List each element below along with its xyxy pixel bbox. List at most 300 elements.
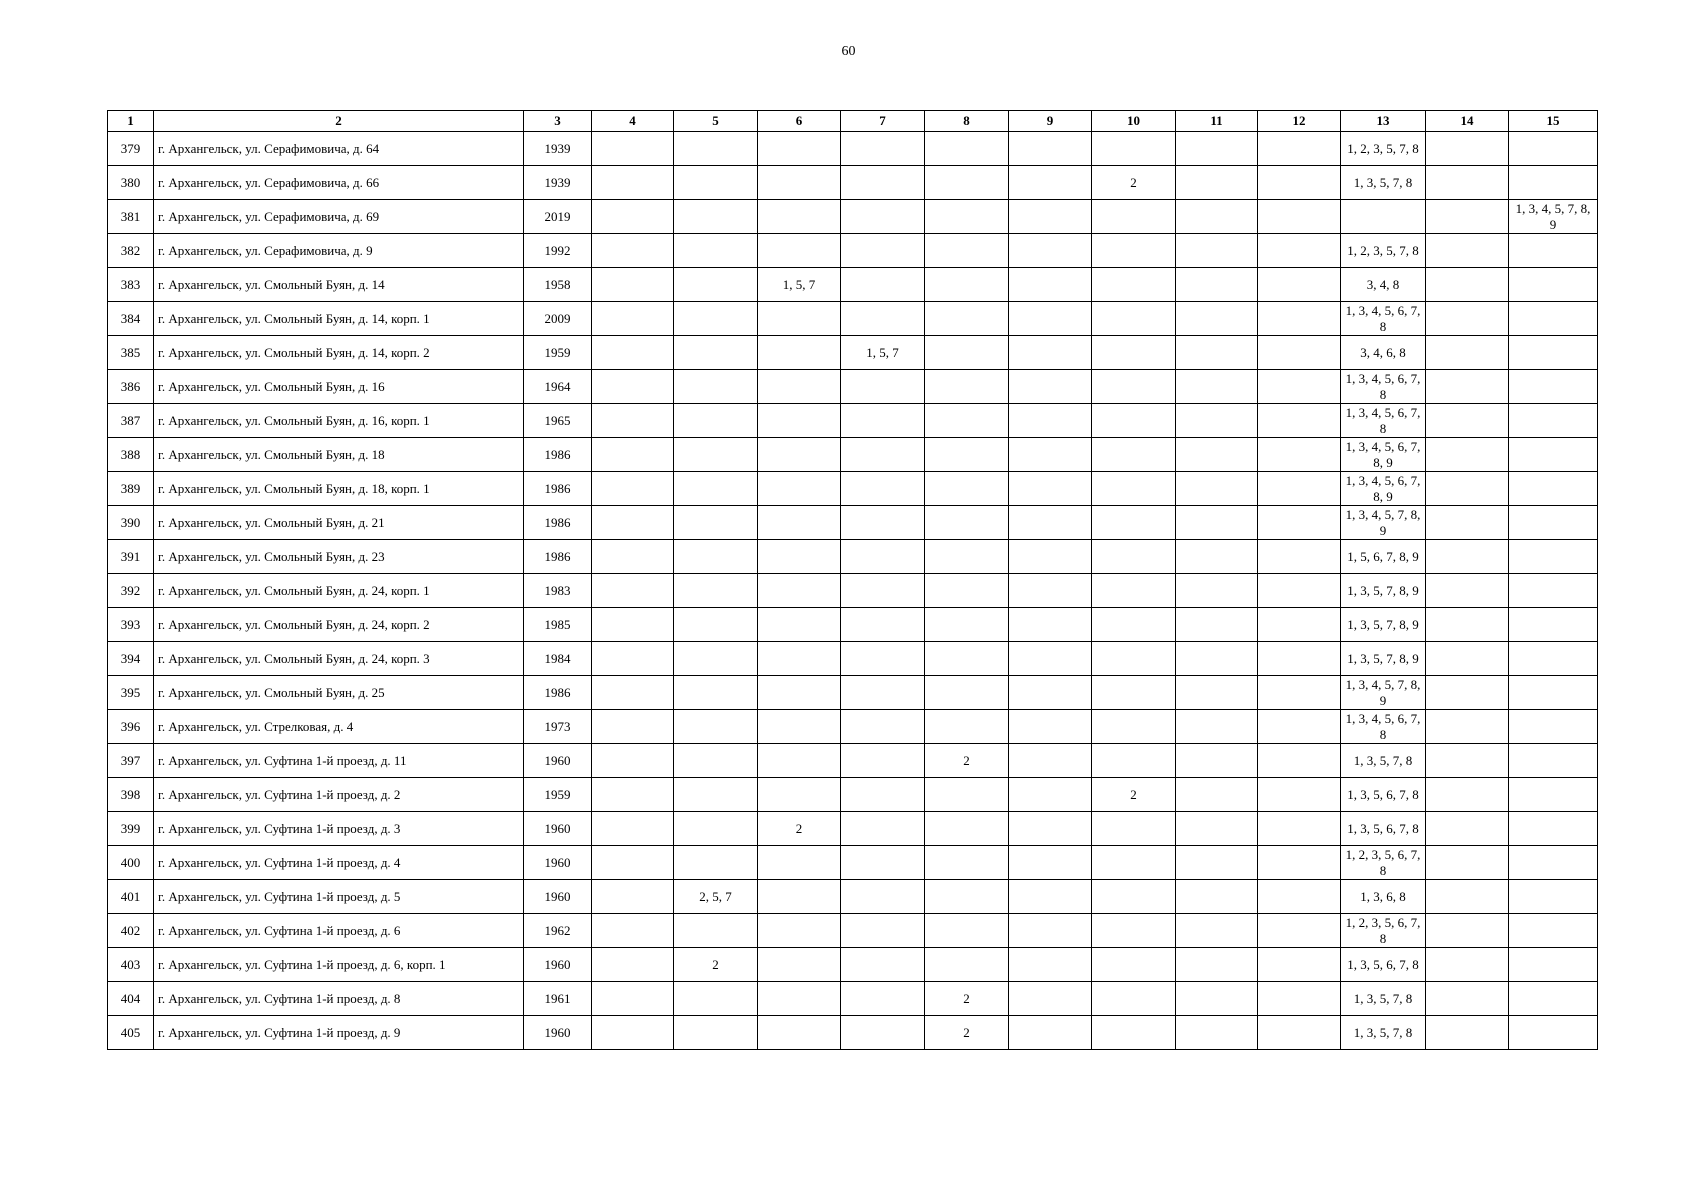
table-cell-col-10 [1092, 914, 1176, 948]
column-header-2: 2 [154, 111, 524, 132]
table-cell-col-3: 1959 [524, 336, 592, 370]
table-row [108, 166, 1598, 200]
table-cell-col-1: 399 [108, 812, 154, 846]
table-cell-col-6: 2 [758, 812, 841, 846]
column-header-12: 12 [1258, 111, 1341, 132]
table-cell-col-12 [1258, 336, 1341, 370]
table-cell-col-10: 2 [1092, 778, 1176, 812]
table-cell-col-1: 403 [108, 948, 154, 982]
table-cell-col-15 [1509, 472, 1598, 506]
table-cell-col-4 [592, 268, 674, 302]
column-header-14: 14 [1426, 111, 1509, 132]
table-cell-col-15 [1509, 268, 1598, 302]
table-cell-col-9 [1009, 574, 1092, 608]
column-header-1: 1 [108, 111, 154, 132]
table-cell-col-2: г. Архангельск, ул. Суфтина 1-й проезд, д. 8 [154, 982, 524, 1016]
table-row [108, 744, 1598, 778]
table-cell-col-2: г. Архангельск, ул. Смольный Буян, д. 25 [154, 676, 524, 710]
table-cell-col-15 [1509, 880, 1598, 914]
table-cell-col-6 [758, 302, 841, 336]
table-cell-col-1: 394 [108, 642, 154, 676]
table-cell-col-10 [1092, 302, 1176, 336]
table-cell-col-3: 1960 [524, 1016, 592, 1050]
table-cell-col-8 [925, 472, 1009, 506]
table-cell-col-11 [1176, 438, 1258, 472]
table-cell-col-2: г. Архангельск, ул. Смольный Буян, д. 14 [154, 268, 524, 302]
table-cell-col-15 [1509, 438, 1598, 472]
table-cell-col-15 [1509, 608, 1598, 642]
table-cell-col-14 [1426, 370, 1509, 404]
table-cell-col-10 [1092, 608, 1176, 642]
table-cell-col-8 [925, 166, 1009, 200]
table-cell-col-2: г. Архангельск, ул. Смольный Буян, д. 23 [154, 540, 524, 574]
table-cell-col-11 [1176, 166, 1258, 200]
table-row [108, 472, 1598, 506]
column-header-9: 9 [1009, 111, 1092, 132]
table-cell-col-13: 1, 2, 3, 5, 7, 8 [1341, 132, 1426, 166]
table-cell-col-15 [1509, 914, 1598, 948]
table-cell-col-6 [758, 676, 841, 710]
table-cell-col-14 [1426, 506, 1509, 540]
table-cell-col-3: 1962 [524, 914, 592, 948]
table-cell-col-9 [1009, 132, 1092, 166]
table-cell-col-8 [925, 846, 1009, 880]
column-header-5: 5 [674, 111, 758, 132]
table-cell-col-11 [1176, 744, 1258, 778]
table-cell-col-15 [1509, 336, 1598, 370]
table-cell-col-2: г. Архангельск, ул. Смольный Буян, д. 21 [154, 506, 524, 540]
table-cell-col-14 [1426, 234, 1509, 268]
table-cell-col-9 [1009, 200, 1092, 234]
table-cell-col-10 [1092, 132, 1176, 166]
table-row [108, 846, 1598, 880]
table-cell-col-10 [1092, 812, 1176, 846]
table-cell-col-6 [758, 608, 841, 642]
table-cell-col-1: 387 [108, 404, 154, 438]
table-cell-col-13: 1, 2, 3, 5, 7, 8 [1341, 234, 1426, 268]
table-cell-col-4 [592, 336, 674, 370]
table-cell-col-6 [758, 642, 841, 676]
table-cell-col-6 [758, 166, 841, 200]
table-cell-col-4 [592, 540, 674, 574]
table-cell-col-14 [1426, 846, 1509, 880]
table-cell-col-6 [758, 1016, 841, 1050]
table-cell-col-8 [925, 438, 1009, 472]
table-cell-col-12 [1258, 200, 1341, 234]
table-cell-col-8 [925, 404, 1009, 438]
table-cell-col-5 [674, 608, 758, 642]
table-cell-col-3: 1939 [524, 132, 592, 166]
table-cell-col-4 [592, 506, 674, 540]
table-cell-col-4 [592, 370, 674, 404]
table-cell-col-6 [758, 200, 841, 234]
table-cell-col-5 [674, 166, 758, 200]
table-cell-col-13: 1, 3, 4, 5, 6, 7, 8 [1341, 404, 1426, 438]
table-cell-col-9 [1009, 506, 1092, 540]
table-cell-col-14 [1426, 608, 1509, 642]
table-cell-col-1: 393 [108, 608, 154, 642]
page-number: 60 [841, 44, 856, 59]
column-header-11: 11 [1176, 111, 1258, 132]
table-cell-col-1: 392 [108, 574, 154, 608]
table-cell-col-6 [758, 710, 841, 744]
table-cell-col-10 [1092, 200, 1176, 234]
table-cell-col-10 [1092, 948, 1176, 982]
table-cell-col-14 [1426, 710, 1509, 744]
table-cell-col-8 [925, 608, 1009, 642]
table-cell-col-11 [1176, 812, 1258, 846]
table-cell-col-9 [1009, 234, 1092, 268]
table-cell-col-3: 2019 [524, 200, 592, 234]
table-cell-col-9 [1009, 302, 1092, 336]
table-cell-col-2: г. Архангельск, ул. Смольный Буян, д. 24, корп. 2 [154, 608, 524, 642]
table-cell-col-1: 395 [108, 676, 154, 710]
table-cell-col-6 [758, 370, 841, 404]
table-cell-col-13: 1, 3, 4, 5, 6, 7, 8 [1341, 302, 1426, 336]
table-cell-col-1: 398 [108, 778, 154, 812]
table-cell-col-6 [758, 948, 841, 982]
table-cell-col-12 [1258, 506, 1341, 540]
table-cell-col-10 [1092, 506, 1176, 540]
table-cell-col-14 [1426, 1016, 1509, 1050]
table-cell-col-12 [1258, 812, 1341, 846]
table-cell-col-6 [758, 846, 841, 880]
table-cell-col-1: 385 [108, 336, 154, 370]
table-cell-col-11 [1176, 642, 1258, 676]
table-cell-col-9 [1009, 812, 1092, 846]
table-cell-col-7 [841, 132, 925, 166]
table-cell-col-7 [841, 710, 925, 744]
header-row [108, 111, 1598, 132]
table-cell-col-6 [758, 404, 841, 438]
table-cell-col-7 [841, 540, 925, 574]
table-cell-col-11 [1176, 268, 1258, 302]
table-cell-col-1: 386 [108, 370, 154, 404]
table-cell-col-5: 2, 5, 7 [674, 880, 758, 914]
table-cell-col-12 [1258, 540, 1341, 574]
table-cell-col-11 [1176, 404, 1258, 438]
table-cell-col-6 [758, 574, 841, 608]
table-cell-col-2: г. Архангельск, ул. Смольный Буян, д. 24, корп. 1 [154, 574, 524, 608]
table-cell-col-13: 1, 3, 4, 5, 6, 7, 8, 9 [1341, 438, 1426, 472]
table-row [108, 540, 1598, 574]
table-cell-col-5: 2 [674, 948, 758, 982]
table-cell-col-8 [925, 710, 1009, 744]
table-cell-col-7 [841, 234, 925, 268]
table-cell-col-4 [592, 200, 674, 234]
table-cell-col-12 [1258, 948, 1341, 982]
table-cell-col-10 [1092, 404, 1176, 438]
table-cell-col-1: 400 [108, 846, 154, 880]
table-cell-col-12 [1258, 302, 1341, 336]
table-cell-col-4 [592, 404, 674, 438]
table-cell-col-15 [1509, 948, 1598, 982]
table-cell-col-9 [1009, 438, 1092, 472]
table-cell-col-14 [1426, 336, 1509, 370]
table-cell-col-5 [674, 268, 758, 302]
table-cell-col-5 [674, 710, 758, 744]
table-cell-col-11 [1176, 302, 1258, 336]
table-cell-col-3: 1992 [524, 234, 592, 268]
table-cell-col-10 [1092, 540, 1176, 574]
table-cell-col-14 [1426, 982, 1509, 1016]
table-cell-col-9 [1009, 880, 1092, 914]
table-cell-col-11 [1176, 336, 1258, 370]
table-cell-col-3: 1965 [524, 404, 592, 438]
table-cell-col-12 [1258, 370, 1341, 404]
table-cell-col-1: 379 [108, 132, 154, 166]
table-cell-col-5 [674, 200, 758, 234]
housing-register-table [107, 110, 1598, 1050]
table-cell-col-8 [925, 506, 1009, 540]
table-cell-col-14 [1426, 404, 1509, 438]
table-cell-col-14 [1426, 302, 1509, 336]
table-cell-col-3: 1959 [524, 778, 592, 812]
table-cell-col-8 [925, 302, 1009, 336]
table-cell-col-12 [1258, 1016, 1341, 1050]
table-cell-col-10: 2 [1092, 166, 1176, 200]
table-cell-col-8 [925, 268, 1009, 302]
table-cell-col-10 [1092, 234, 1176, 268]
table-cell-col-8: 2 [925, 1016, 1009, 1050]
table-cell-col-4 [592, 846, 674, 880]
table-cell-col-1: 402 [108, 914, 154, 948]
table-cell-col-5 [674, 812, 758, 846]
table-cell-col-9 [1009, 948, 1092, 982]
table-cell-col-15 [1509, 234, 1598, 268]
table-cell-col-10 [1092, 472, 1176, 506]
table-cell-col-2: г. Архангельск, ул. Смольный Буян, д. 24, корп. 3 [154, 642, 524, 676]
table-cell-col-5 [674, 234, 758, 268]
table-cell-col-9 [1009, 642, 1092, 676]
table-cell-col-6 [758, 744, 841, 778]
table-cell-col-8 [925, 778, 1009, 812]
table-cell-col-1: 390 [108, 506, 154, 540]
table-cell-col-12 [1258, 404, 1341, 438]
table-cell-col-12 [1258, 778, 1341, 812]
table-cell-col-6 [758, 982, 841, 1016]
table-cell-col-12 [1258, 914, 1341, 948]
table-cell-col-5 [674, 1016, 758, 1050]
table-cell-col-4 [592, 710, 674, 744]
table-cell-col-15 [1509, 642, 1598, 676]
table-cell-col-14 [1426, 438, 1509, 472]
table-row [108, 948, 1598, 982]
table-cell-col-12 [1258, 438, 1341, 472]
table-cell-col-13: 1, 3, 5, 7, 8 [1341, 744, 1426, 778]
table-cell-col-4 [592, 302, 674, 336]
table-cell-col-15 [1509, 1016, 1598, 1050]
table-row [108, 812, 1598, 846]
table-cell-col-12 [1258, 880, 1341, 914]
table-cell-col-13: 1, 2, 3, 5, 6, 7, 8 [1341, 914, 1426, 948]
table-cell-col-8 [925, 642, 1009, 676]
table-cell-col-14 [1426, 540, 1509, 574]
table-cell-col-2: г. Архангельск, ул. Серафимовича, д. 66 [154, 166, 524, 200]
table-cell-col-11 [1176, 506, 1258, 540]
table-cell-col-9 [1009, 404, 1092, 438]
table-cell-col-12 [1258, 268, 1341, 302]
table-cell-col-9 [1009, 1016, 1092, 1050]
table-cell-col-12 [1258, 574, 1341, 608]
table-cell-col-10 [1092, 268, 1176, 302]
table-cell-col-10 [1092, 710, 1176, 744]
table-cell-col-10 [1092, 676, 1176, 710]
table-cell-col-5 [674, 438, 758, 472]
table-cell-col-1: 389 [108, 472, 154, 506]
table-cell-col-9 [1009, 608, 1092, 642]
table-cell-col-13: 1, 3, 4, 5, 6, 7, 8 [1341, 370, 1426, 404]
table-cell-col-5 [674, 302, 758, 336]
table-cell-col-1: 397 [108, 744, 154, 778]
table-cell-col-3: 1960 [524, 948, 592, 982]
table-cell-col-13: 1, 3, 5, 7, 8, 9 [1341, 642, 1426, 676]
table-cell-col-13: 1, 3, 4, 5, 7, 8, 9 [1341, 506, 1426, 540]
table-cell-col-3: 1986 [524, 472, 592, 506]
table-cell-col-5 [674, 744, 758, 778]
table-cell-col-11 [1176, 540, 1258, 574]
table-cell-col-5 [674, 336, 758, 370]
table-cell-col-3: 1973 [524, 710, 592, 744]
table-cell-col-4 [592, 642, 674, 676]
table-cell-col-9 [1009, 744, 1092, 778]
table-cell-col-8 [925, 336, 1009, 370]
table-cell-col-13: 1, 3, 5, 7, 8 [1341, 166, 1426, 200]
table-body [108, 132, 1598, 1050]
table-cell-col-9 [1009, 914, 1092, 948]
table-row [108, 608, 1598, 642]
table-cell-col-7 [841, 914, 925, 948]
table-cell-col-14 [1426, 200, 1509, 234]
table-cell-col-13: 1, 2, 3, 5, 6, 7, 8 [1341, 846, 1426, 880]
table-cell-col-8 [925, 370, 1009, 404]
table-cell-col-1: 380 [108, 166, 154, 200]
table-cell-col-12 [1258, 642, 1341, 676]
table-cell-col-4 [592, 676, 674, 710]
table-cell-col-15 [1509, 404, 1598, 438]
table-cell-col-4 [592, 914, 674, 948]
table-cell-col-10 [1092, 846, 1176, 880]
table-cell-col-1: 404 [108, 982, 154, 1016]
table-row [108, 914, 1598, 948]
table-cell-col-6 [758, 914, 841, 948]
table-cell-col-4 [592, 234, 674, 268]
table-cell-col-8 [925, 234, 1009, 268]
table-cell-col-3: 1986 [524, 676, 592, 710]
table-cell-col-13: 1, 3, 5, 6, 7, 8 [1341, 812, 1426, 846]
table-cell-col-7 [841, 880, 925, 914]
table-cell-col-7 [841, 1016, 925, 1050]
table-cell-col-7 [841, 438, 925, 472]
table-cell-col-13: 3, 4, 6, 8 [1341, 336, 1426, 370]
table-cell-col-7 [841, 642, 925, 676]
table-cell-col-4 [592, 608, 674, 642]
table-cell-col-3: 1964 [524, 370, 592, 404]
table-cell-col-8 [925, 676, 1009, 710]
table-cell-col-5 [674, 540, 758, 574]
table-cell-col-3: 1958 [524, 268, 592, 302]
table-cell-col-12 [1258, 982, 1341, 1016]
table-cell-col-12 [1258, 744, 1341, 778]
table-cell-col-15 [1509, 574, 1598, 608]
table-cell-col-10 [1092, 370, 1176, 404]
table-cell-col-2: г. Архангельск, ул. Суфтина 1-й проезд, д. 2 [154, 778, 524, 812]
table-cell-col-4 [592, 166, 674, 200]
table-cell-col-11 [1176, 778, 1258, 812]
table-cell-col-3: 1985 [524, 608, 592, 642]
table-cell-col-15 [1509, 676, 1598, 710]
table-cell-col-14 [1426, 472, 1509, 506]
table-cell-col-5 [674, 778, 758, 812]
table-cell-col-5 [674, 676, 758, 710]
table-cell-col-11 [1176, 982, 1258, 1016]
table-cell-col-9 [1009, 710, 1092, 744]
table-cell-col-14 [1426, 948, 1509, 982]
table-cell-col-2: г. Архангельск, ул. Суфтина 1-й проезд, д. 4 [154, 846, 524, 880]
table-cell-col-2: г. Архангельск, ул. Суфтина 1-й проезд, д. 9 [154, 1016, 524, 1050]
table-cell-col-10 [1092, 336, 1176, 370]
table-cell-col-4 [592, 574, 674, 608]
table-cell-col-7 [841, 744, 925, 778]
table-cell-col-10 [1092, 744, 1176, 778]
table-cell-col-11 [1176, 846, 1258, 880]
table-cell-col-8 [925, 812, 1009, 846]
table-row [108, 778, 1598, 812]
column-header-7: 7 [841, 111, 925, 132]
table-cell-col-11 [1176, 608, 1258, 642]
table-cell-col-12 [1258, 132, 1341, 166]
table-cell-col-5 [674, 574, 758, 608]
table-row [108, 234, 1598, 268]
table-cell-col-8: 2 [925, 744, 1009, 778]
table-cell-col-15 [1509, 710, 1598, 744]
table-cell-col-5 [674, 370, 758, 404]
table-cell-col-13: 1, 3, 5, 7, 8 [1341, 1016, 1426, 1050]
table-cell-col-1: 396 [108, 710, 154, 744]
table-cell-col-1: 405 [108, 1016, 154, 1050]
table-cell-col-15 [1509, 540, 1598, 574]
table-cell-col-11 [1176, 472, 1258, 506]
table-cell-col-7 [841, 268, 925, 302]
table-row [108, 438, 1598, 472]
table-cell-col-6 [758, 472, 841, 506]
table-cell-col-14 [1426, 812, 1509, 846]
table-cell-col-2: г. Архангельск, ул. Смольный Буян, д. 18 [154, 438, 524, 472]
table-cell-col-12 [1258, 472, 1341, 506]
table-cell-col-8: 2 [925, 982, 1009, 1016]
table-cell-col-14 [1426, 914, 1509, 948]
table-cell-col-2: г. Архангельск, ул. Смольный Буян, д. 14, корп. 2 [154, 336, 524, 370]
table-cell-col-10 [1092, 438, 1176, 472]
table-row [108, 880, 1598, 914]
table-cell-col-5 [674, 982, 758, 1016]
table-cell-col-13: 1, 3, 4, 5, 7, 8, 9 [1341, 676, 1426, 710]
table-cell-col-8 [925, 574, 1009, 608]
table-cell-col-3: 1960 [524, 846, 592, 880]
table-cell-col-15 [1509, 744, 1598, 778]
table-cell-col-12 [1258, 166, 1341, 200]
table-cell-col-6 [758, 438, 841, 472]
table-cell-col-13: 3, 4, 8 [1341, 268, 1426, 302]
column-header-4: 4 [592, 111, 674, 132]
table-cell-col-7: 1, 5, 7 [841, 336, 925, 370]
table-cell-col-7 [841, 812, 925, 846]
table-cell-col-1: 391 [108, 540, 154, 574]
table-cell-col-14 [1426, 268, 1509, 302]
table-cell-col-8 [925, 914, 1009, 948]
table-cell-col-11 [1176, 676, 1258, 710]
table-cell-col-3: 2009 [524, 302, 592, 336]
